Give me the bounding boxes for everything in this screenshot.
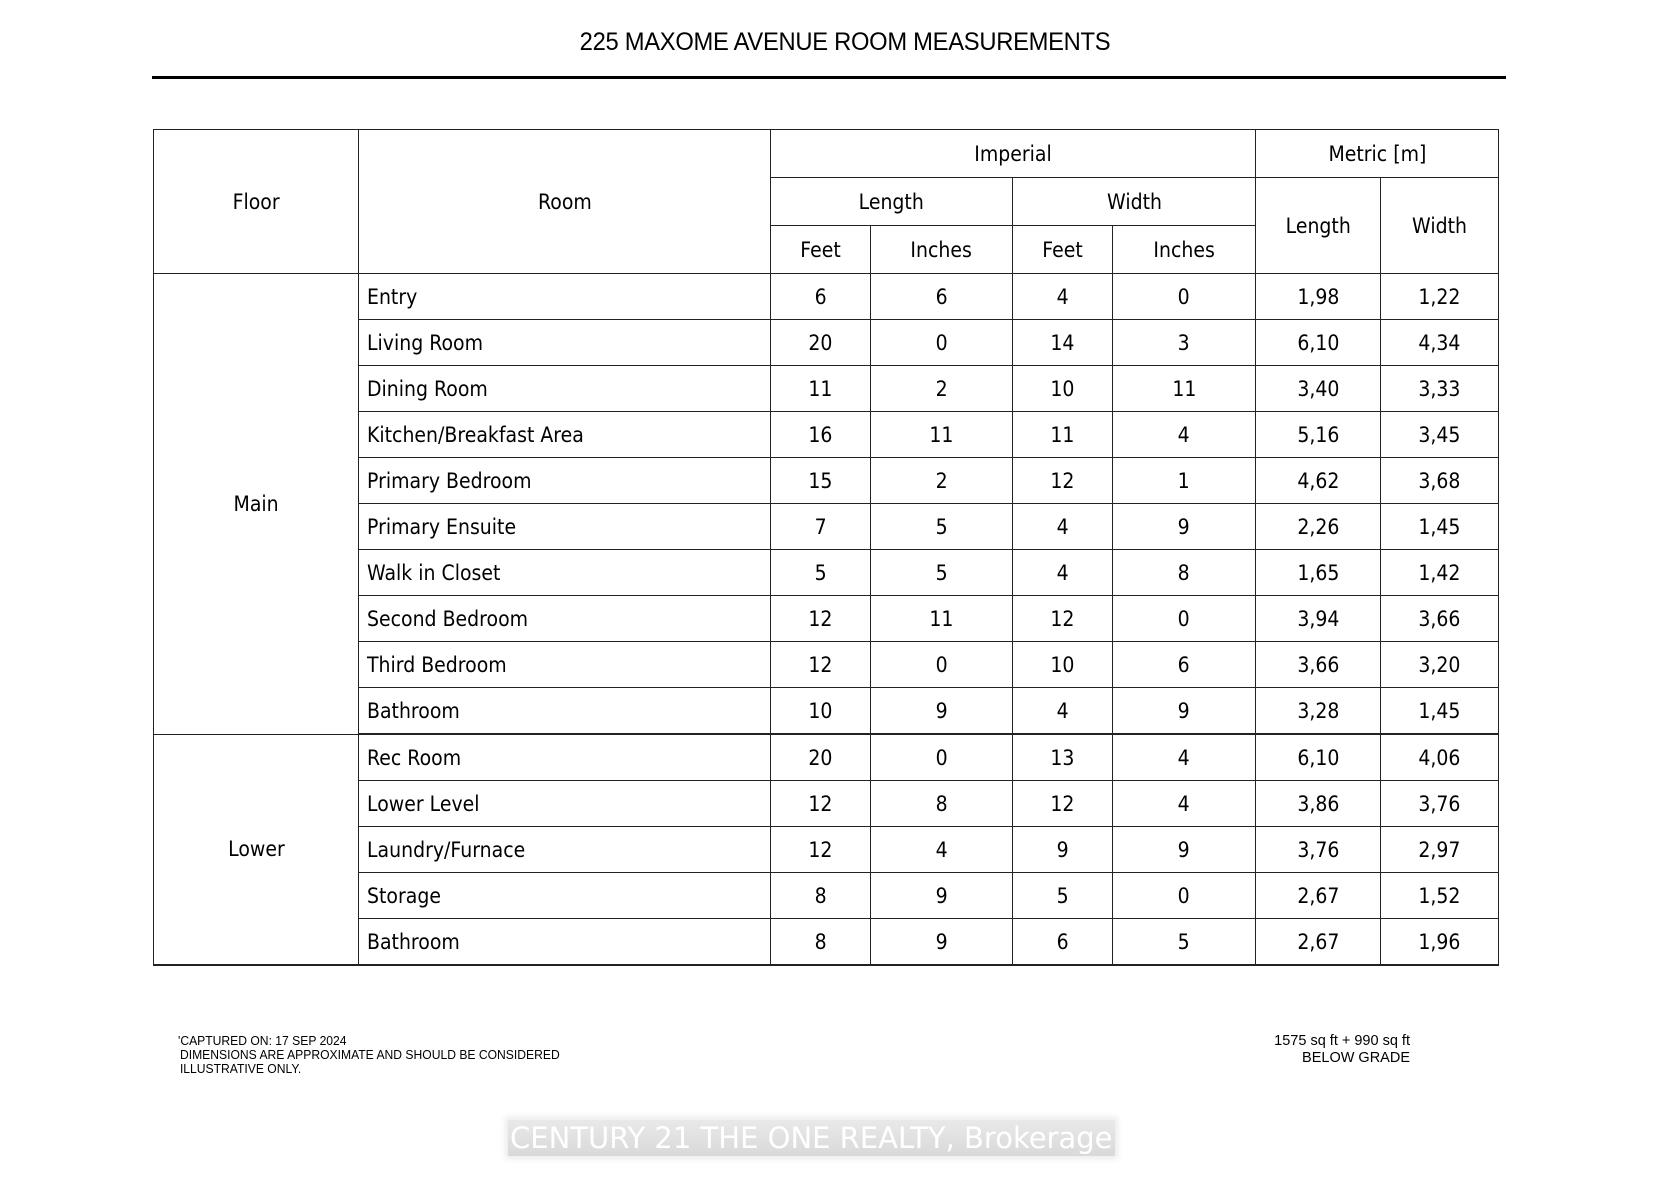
- length-feet-cell: 12: [771, 596, 871, 642]
- width-inches-cell: 11: [1113, 366, 1256, 412]
- width-inches-cell: 4: [1113, 412, 1256, 458]
- width-metres-cell: 3,20: [1381, 642, 1499, 688]
- width-feet-cell: 11: [1013, 412, 1113, 458]
- length-feet-cell: 7: [771, 504, 871, 550]
- length-inches-cell: 0: [871, 734, 1013, 781]
- width-feet-cell: 4: [1013, 504, 1113, 550]
- title-divider: [152, 76, 1506, 79]
- width-feet-cell: 5: [1013, 873, 1113, 919]
- length-feet-cell: 12: [771, 642, 871, 688]
- width-feet-cell: 12: [1013, 458, 1113, 504]
- room-name-cell: Primary Ensuite: [359, 504, 771, 550]
- length-inches-cell: 9: [871, 919, 1013, 966]
- width-metres-cell: 1,96: [1381, 919, 1499, 966]
- width-feet-cell: 14: [1013, 320, 1113, 366]
- header-room: Room: [359, 130, 771, 274]
- width-feet-cell: 4: [1013, 688, 1113, 735]
- table-row: [154, 274, 1499, 320]
- brokerage-watermark: CENTURY 21 THE ONE REALTY, Brokerage: [510, 1121, 1113, 1155]
- length-inches-cell: 4: [871, 827, 1013, 873]
- length-feet-cell: 20: [771, 734, 871, 781]
- room-name-cell: Living Room: [359, 320, 771, 366]
- width-metres-cell: 4,34: [1381, 320, 1499, 366]
- length-inches-cell: 2: [871, 458, 1013, 504]
- room-name-cell: Walk in Closet: [359, 550, 771, 596]
- width-metres-cell: 1,42: [1381, 550, 1499, 596]
- floor-cell: Main: [154, 274, 359, 735]
- width-metres-cell: 1,45: [1381, 688, 1499, 735]
- width-inches-cell: 6: [1113, 642, 1256, 688]
- header-imperial: Imperial: [771, 130, 1256, 178]
- room-name-cell: Bathroom: [359, 919, 771, 966]
- length-inches-cell: 11: [871, 596, 1013, 642]
- length-inches-cell: 8: [871, 781, 1013, 827]
- width-feet-cell: 6: [1013, 919, 1113, 966]
- room-name-cell: Third Bedroom: [359, 642, 771, 688]
- header-imperial-length: Length: [771, 178, 1013, 226]
- length-feet-cell: 8: [771, 919, 871, 966]
- room-name-cell: Dining Room: [359, 366, 771, 412]
- width-feet-cell: 10: [1013, 366, 1113, 412]
- header-length-feet: Feet: [771, 226, 871, 274]
- width-metres-cell: 1,52: [1381, 873, 1499, 919]
- width-inches-cell: 0: [1113, 873, 1256, 919]
- width-feet-cell: 9: [1013, 827, 1113, 873]
- width-metres-cell: 3,45: [1381, 412, 1499, 458]
- table-row: [154, 734, 1499, 781]
- area-total: 1575 sq ft + 990 sq ft: [1274, 1033, 1410, 1049]
- room-name-cell: Bathroom: [359, 688, 771, 735]
- length-metres-cell: 3,40: [1256, 366, 1381, 412]
- length-feet-cell: 15: [771, 458, 871, 504]
- width-inches-cell: 8: [1113, 550, 1256, 596]
- length-feet-cell: 12: [771, 827, 871, 873]
- length-inches-cell: 0: [871, 320, 1013, 366]
- captured-date: 'CAPTURED ON: 17 SEP 2024: [178, 1034, 347, 1048]
- length-metres-cell: 6,10: [1256, 320, 1381, 366]
- length-inches-cell: 9: [871, 688, 1013, 735]
- width-inches-cell: 4: [1113, 734, 1256, 781]
- room-name-cell: Entry: [359, 274, 771, 320]
- disclaimer-note: [178, 1034, 560, 1076]
- room-name-cell: Kitchen/Breakfast Area: [359, 412, 771, 458]
- header-width-inches: Inches: [1113, 226, 1256, 274]
- width-inches-cell: 0: [1113, 274, 1256, 320]
- length-inches-cell: 11: [871, 412, 1013, 458]
- length-metres-cell: 3,66: [1256, 642, 1381, 688]
- room-name-cell: Rec Room: [359, 734, 771, 781]
- length-inches-cell: 6: [871, 274, 1013, 320]
- length-metres-cell: 2,67: [1256, 873, 1381, 919]
- room-name-cell: Lower Level: [359, 781, 771, 827]
- room-name-cell: Storage: [359, 873, 771, 919]
- width-inches-cell: 9: [1113, 688, 1256, 735]
- length-feet-cell: 11: [771, 366, 871, 412]
- length-metres-cell: 2,26: [1256, 504, 1381, 550]
- length-feet-cell: 5: [771, 550, 871, 596]
- width-inches-cell: 0: [1113, 596, 1256, 642]
- room-measurements-table: [153, 129, 1499, 966]
- width-inches-cell: 5: [1113, 919, 1256, 966]
- width-inches-cell: 3: [1113, 320, 1256, 366]
- length-metres-cell: 3,86: [1256, 781, 1381, 827]
- width-inches-cell: 4: [1113, 781, 1256, 827]
- length-feet-cell: 20: [771, 320, 871, 366]
- width-metres-cell: 1,22: [1381, 274, 1499, 320]
- width-feet-cell: 13: [1013, 734, 1113, 781]
- length-metres-cell: 1,65: [1256, 550, 1381, 596]
- width-metres-cell: 3,68: [1381, 458, 1499, 504]
- width-inches-cell: 9: [1113, 827, 1256, 873]
- length-metres-cell: 5,16: [1256, 412, 1381, 458]
- header-length-inches: Inches: [871, 226, 1013, 274]
- length-metres-cell: 2,67: [1256, 919, 1381, 966]
- disclaimer-line-1: DIMENSIONS ARE APPROXIMATE AND SHOULD BE CONSIDERED: [179, 1048, 560, 1062]
- width-metres-cell: 1,45: [1381, 504, 1499, 550]
- room-name-cell: Second Bedroom: [359, 596, 771, 642]
- table-body: [154, 274, 1499, 966]
- width-feet-cell: 10: [1013, 642, 1113, 688]
- page-title-text: 225 MAXOME AVENUE ROOM MEASUREMENTS: [579, 28, 1111, 56]
- width-metres-cell: 2,97: [1381, 827, 1499, 873]
- disclaimer-line-2: ILLUSTRATIVE ONLY.: [179, 1062, 302, 1076]
- width-metres-cell: 3,76: [1381, 781, 1499, 827]
- length-feet-cell: 12: [771, 781, 871, 827]
- width-metres-cell: 4,06: [1381, 734, 1499, 781]
- width-inches-cell: 1: [1113, 458, 1256, 504]
- header-floor: Floor: [154, 130, 359, 274]
- width-feet-cell: 12: [1013, 596, 1113, 642]
- width-feet-cell: 12: [1013, 781, 1113, 827]
- width-feet-cell: 4: [1013, 274, 1113, 320]
- floor-cell: Lower: [154, 734, 359, 965]
- length-inches-cell: 5: [871, 550, 1013, 596]
- length-metres-cell: 6,10: [1256, 734, 1381, 781]
- length-metres-cell: 4,62: [1256, 458, 1381, 504]
- length-feet-cell: 8: [771, 873, 871, 919]
- header-metric-width: Width: [1381, 178, 1499, 274]
- length-feet-cell: 10: [771, 688, 871, 735]
- length-inches-cell: 0: [871, 642, 1013, 688]
- length-metres-cell: 3,76: [1256, 827, 1381, 873]
- width-metres-cell: 3,66: [1381, 596, 1499, 642]
- length-feet-cell: 6: [771, 274, 871, 320]
- length-inches-cell: 5: [871, 504, 1013, 550]
- length-inches-cell: 9: [871, 873, 1013, 919]
- header-imperial-width: Width: [1013, 178, 1256, 226]
- length-metres-cell: 3,28: [1256, 688, 1381, 735]
- room-name-cell: Primary Bedroom: [359, 458, 771, 504]
- length-metres-cell: 1,98: [1256, 274, 1381, 320]
- header-metric: Metric [m]: [1256, 130, 1499, 178]
- width-feet-cell: 4: [1013, 550, 1113, 596]
- area-below-grade-label: BELOW GRADE: [1302, 1050, 1410, 1066]
- page-title: [42, 28, 1638, 57]
- width-metres-cell: 3,33: [1381, 366, 1499, 412]
- width-inches-cell: 9: [1113, 504, 1256, 550]
- area-summary: [1240, 1033, 1410, 1067]
- length-metres-cell: 3,94: [1256, 596, 1381, 642]
- header-metric-length: Length: [1256, 178, 1381, 274]
- length-feet-cell: 16: [771, 412, 871, 458]
- length-inches-cell: 2: [871, 366, 1013, 412]
- room-name-cell: Laundry/Furnace: [359, 827, 771, 873]
- header-width-feet: Feet: [1013, 226, 1113, 274]
